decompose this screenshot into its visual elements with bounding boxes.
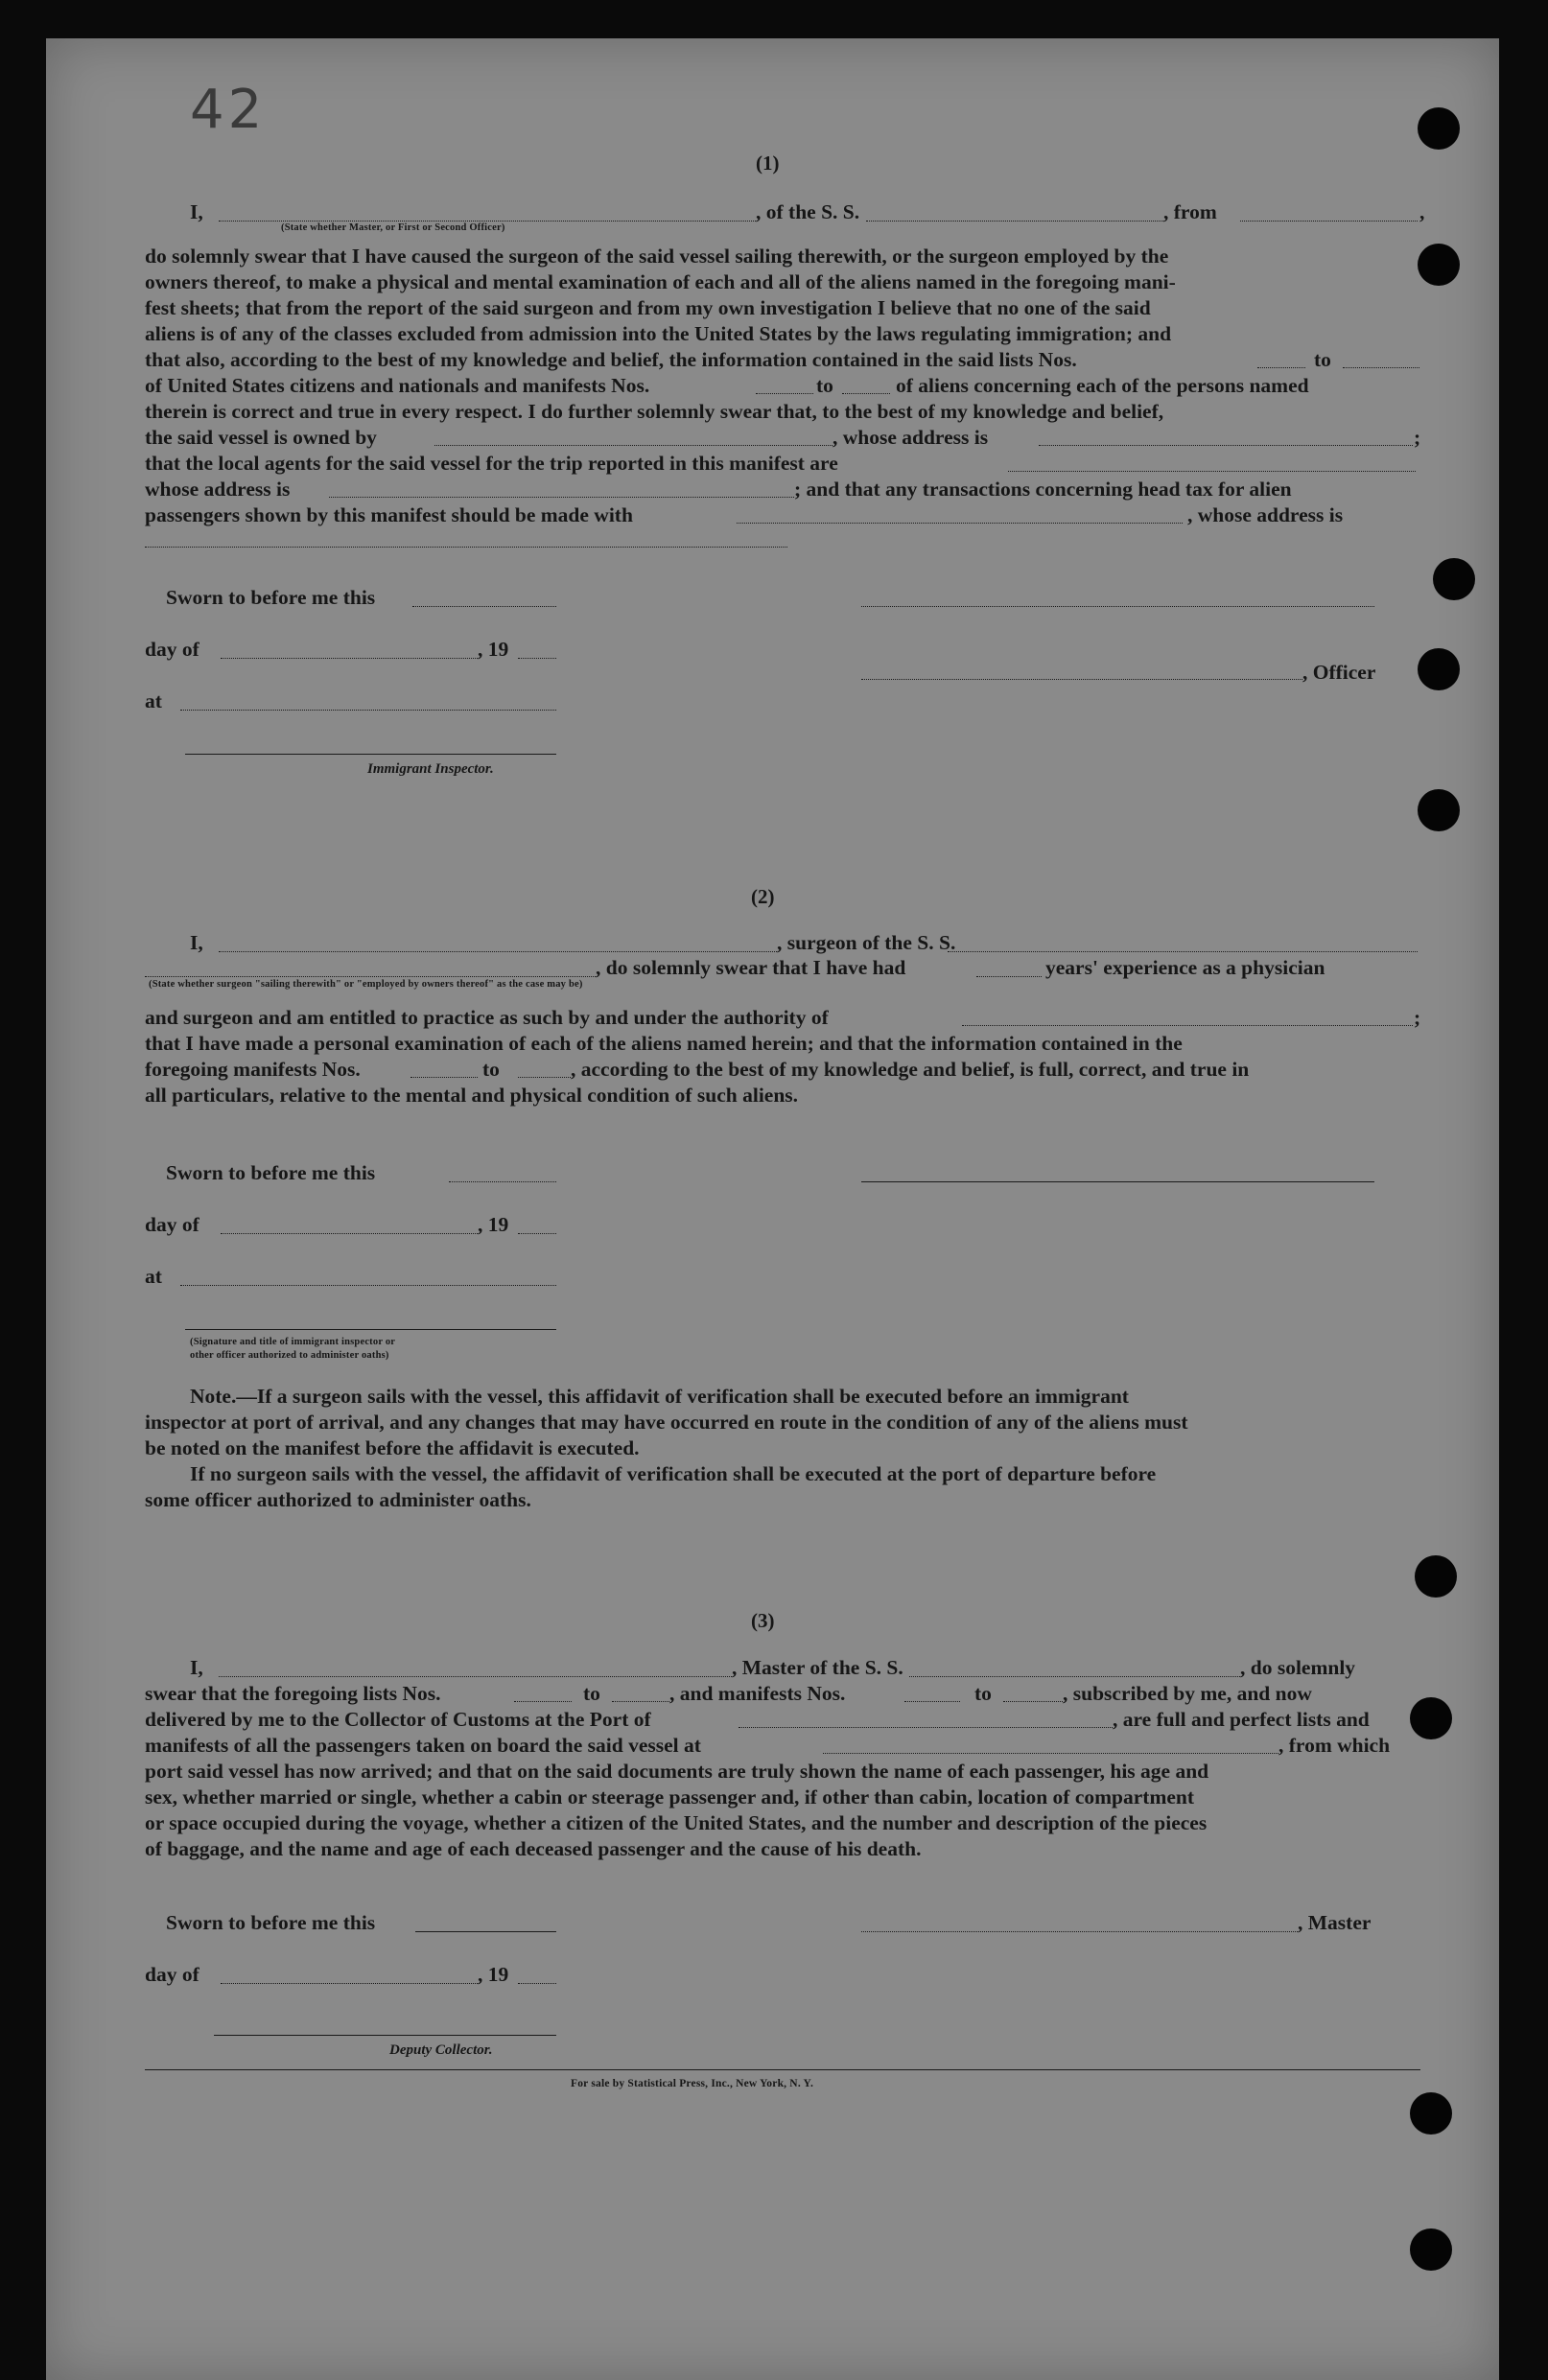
form-page	[46, 38, 1499, 2380]
s3-swear-lists: swear that the foregoing lists Nos.	[145, 1682, 441, 1705]
s2-vessel-blank[interactable]	[948, 951, 1418, 952]
section-1-number: (1)	[756, 152, 780, 175]
s2-at: at	[145, 1265, 162, 1288]
punch-hole	[1410, 2092, 1452, 2135]
s1-year-blank[interactable]	[518, 658, 556, 659]
s1-lists-from-blank[interactable]	[1257, 367, 1305, 368]
s2-note-line-3: be noted on the manifest before the affidavit is executed.	[145, 1436, 640, 1459]
s3-lists-from-blank[interactable]	[514, 1701, 572, 1702]
s1-owner-address-blank[interactable]	[1039, 445, 1413, 446]
s1-sworn: Sworn to before me this	[166, 586, 376, 609]
s3-deputy: Deputy Collector.	[389, 2042, 493, 2058]
s1-whose-address: , whose address is	[833, 426, 989, 449]
s2-day-blank[interactable]	[221, 1233, 478, 1234]
s2-signature-note-1: (Signature and title of immigrant inspector or	[190, 1337, 396, 1347]
s2-year-blank[interactable]	[518, 1233, 556, 1234]
s2-signature-line[interactable]	[861, 1181, 1374, 1182]
s1-line-nos: that also, according to the best of my knowledge and belief, the information contained in the said lists Nos.	[145, 348, 1077, 371]
s1-inspector-line	[185, 754, 556, 755]
s3-master-blank[interactable]	[219, 1676, 732, 1677]
s1-inspector: Immigrant Inspector.	[367, 761, 494, 777]
s2-authority-blank[interactable]	[962, 1025, 1413, 1026]
s3-manifests-from-blank[interactable]	[904, 1701, 960, 1702]
s1-passengers-address-blank[interactable]	[145, 547, 787, 548]
section-3-number: (3)	[751, 1609, 775, 1632]
s1-nineteen: , 19	[478, 638, 509, 661]
s1-day-of: day of	[145, 638, 199, 661]
s3-signature-blank[interactable]	[861, 1931, 1298, 1932]
s2-note-text-1: —If a surgeon sails with the vessel, this affidavit of verification shall be executed before an immigrant	[236, 1385, 1129, 1408]
s2-years: years' experience as a physician	[1045, 956, 1325, 979]
footer-printer: For sale by Statistical Press, Inc., New York, N. Y.	[571, 2078, 814, 2089]
punch-hole	[1418, 244, 1460, 286]
s2-manifests-from-blank[interactable]	[410, 1077, 478, 1078]
s2-years-blank[interactable]	[976, 976, 1042, 977]
s2-manifests-to-blank[interactable]	[518, 1077, 571, 1078]
s2-line-exam: that I have made a personal examination of each of the aliens named herein; and that the information contained in the	[145, 1032, 1183, 1055]
punch-hole	[1418, 648, 1460, 690]
punch-hole	[1433, 558, 1475, 600]
s2-signature-note-2: other officer authorized to administer oaths)	[190, 1350, 389, 1361]
s3-master-of: , Master of the S. S.	[732, 1656, 903, 1679]
s1-signature-blank[interactable]	[861, 606, 1374, 607]
s2-sworn: Sworn to before me this	[166, 1161, 376, 1184]
s1-owner-blank[interactable]	[434, 445, 833, 446]
page-number: 42	[190, 79, 267, 141]
s3-line-2: sex, whether married or single, whether a cabin or steerage passenger and, if other than cabin, location of compartment	[145, 1785, 1195, 1808]
s3-vessel-at-blank[interactable]	[823, 1753, 1278, 1754]
s1-sworn-blank[interactable]	[412, 606, 556, 607]
punch-hole	[1410, 2228, 1452, 2271]
s1-head-tax: ; and that any transactions concerning head tax for alien	[794, 478, 1292, 501]
s2-semicolon: ;	[1414, 1006, 1421, 1029]
s2-state-note: (State whether surgeon "sailing therewith" or "employed by owners thereof" as the case may be)	[149, 979, 583, 990]
s2-note-line-2: inspector at port of arrival, and any changes that may have occurred en route in the condition of any of the aliens must	[145, 1411, 1188, 1434]
s1-whose-address-2: whose address is	[145, 478, 291, 501]
s2-authority: and surgeon and am entitled to practice as such by and under the authority of	[145, 1006, 829, 1029]
s3-year-blank[interactable]	[518, 1983, 556, 1984]
s3-manifests-of: manifests of all the passengers taken on board the said vessel at	[145, 1734, 701, 1757]
s2-day-of: day of	[145, 1213, 199, 1236]
s2-i: I,	[190, 931, 203, 954]
s1-line-manifests: of United States citizens and nationals and manifests Nos.	[145, 374, 650, 397]
s2-sworn-blank[interactable]	[449, 1181, 556, 1182]
s3-day-of: day of	[145, 1963, 199, 1986]
s1-whose-address-3: , whose address is	[1187, 503, 1344, 526]
s3-nineteen: , 19	[478, 1963, 509, 1986]
s2-to: to	[482, 1058, 500, 1081]
s3-sworn-blank[interactable]	[415, 1931, 556, 1932]
s1-i: I,	[190, 200, 203, 223]
s1-at: at	[145, 689, 162, 712]
s1-line-2: owners thereof, to make a physical and mental examination of each and all of the aliens named in the foregoing mani-	[145, 270, 1176, 293]
s1-line-manifests-b: of aliens concerning each of the persons named	[896, 374, 1309, 397]
s1-to: to	[1314, 348, 1331, 371]
s1-state-note: (State whether Master, or First or Second Officer)	[281, 222, 505, 233]
s1-agents-address-blank[interactable]	[329, 497, 794, 498]
s3-subscribed: , subscribed by me, and now	[1063, 1682, 1312, 1705]
s2-swear: , do solemnly swear that I have had	[596, 956, 906, 979]
footer-rule	[145, 2069, 1420, 2070]
s1-line-1: do solemnly swear that I have caused the surgeon of the said vessel sailing therewith, or the surgeon employed by the	[145, 245, 1169, 268]
s3-full-lists: , are full and perfect lists and	[1113, 1708, 1370, 1731]
s3-line-3: or space occupied during the voyage, whether a citizen of the United States, and the number and description of the pieces	[145, 1811, 1208, 1834]
s3-port-blank[interactable]	[739, 1727, 1113, 1728]
s1-of-ss: , of the S. S.	[756, 200, 860, 223]
s2-note-label: Note.	[190, 1385, 237, 1408]
s3-line-1: port said vessel has now arrived; and that on the said documents are truly shown the name of each passenger, his age and	[145, 1760, 1209, 1783]
s1-line-3: fest sheets; that from the report of the said surgeon and from my own investigation I believe that no one of the said	[145, 296, 1151, 319]
punch-hole	[1410, 1697, 1452, 1739]
s3-from-which: , from which	[1278, 1734, 1391, 1757]
s2-inspector-line	[185, 1329, 556, 1330]
s1-officer-blank-2[interactable]	[861, 679, 1302, 680]
s1-vessel-blank[interactable]	[866, 221, 1163, 222]
s2-according: , according to the best of my knowledge and belief, is full, correct, and true in	[571, 1058, 1250, 1081]
s2-at-blank[interactable]	[180, 1285, 556, 1286]
s3-vessel-blank[interactable]	[909, 1676, 1240, 1677]
s3-i: I,	[190, 1656, 203, 1679]
s1-manifests-from-blank[interactable]	[756, 393, 813, 394]
s3-delivered: delivered by me to the Collector of Customs at the Port of	[145, 1708, 651, 1731]
s2-note2-line-1: If no surgeon sails with the vessel, the affidavit of verification shall be executed at the port of departure before	[190, 1462, 1157, 1485]
s1-to-2: to	[816, 374, 833, 397]
s3-day-blank[interactable]	[221, 1983, 478, 1984]
s2-particulars: all particulars, relative to the mental and physical condition of such aliens.	[145, 1084, 799, 1107]
s1-semicolon: ;	[1414, 426, 1421, 449]
s3-line-4: of baggage, and the name and age of each deceased passenger and the cause of his death.	[145, 1837, 922, 1860]
s3-manifests-to-blank[interactable]	[1003, 1701, 1063, 1702]
s3-master: , Master	[1298, 1911, 1372, 1934]
s1-from-blank[interactable]	[1240, 221, 1418, 222]
s1-line-correct: therein is correct and true in every respect. I do further solemnly swear that, to the best of my knowledge and belief,	[145, 400, 1164, 423]
s3-sworn: Sworn to before me this	[166, 1911, 376, 1934]
s3-and-manifests: , and manifests Nos.	[669, 1682, 846, 1705]
s1-agents-blank[interactable]	[1008, 471, 1416, 472]
s1-day-blank[interactable]	[221, 658, 478, 659]
section-2-number: (2)	[751, 885, 775, 908]
s3-to-2: to	[974, 1682, 992, 1705]
s1-comma: ,	[1419, 200, 1425, 223]
punch-hole	[1418, 789, 1460, 831]
punch-hole	[1418, 107, 1460, 150]
s2-foregoing: foregoing manifests Nos.	[145, 1058, 361, 1081]
s1-at-blank[interactable]	[180, 710, 556, 711]
s1-manifests-to-blank[interactable]	[842, 393, 890, 394]
s1-local-agents: that the local agents for the said vessel for the trip reported in this manifest are	[145, 452, 838, 475]
s2-surgeon-blank[interactable]	[219, 951, 777, 952]
s1-owned-by: the said vessel is owned by	[145, 426, 377, 449]
s2-type-blank[interactable]	[145, 976, 596, 977]
s3-do-solemnly: , do solemnly	[1240, 1656, 1356, 1679]
s1-line-4: aliens is of any of the classes excluded from admission into the United States by the laws regulating immigration; and	[145, 322, 1172, 345]
s2-nineteen: , 19	[478, 1213, 509, 1236]
s2-note2-line-2: some officer authorized to administer oaths.	[145, 1488, 531, 1511]
punch-hole	[1415, 1555, 1457, 1598]
s3-deputy-line[interactable]	[214, 2035, 556, 2036]
s1-officer-blank[interactable]	[219, 221, 756, 222]
s3-lists-to-blank[interactable]	[612, 1701, 669, 1702]
s1-lists-to-blank[interactable]	[1343, 367, 1419, 368]
s3-to: to	[583, 1682, 600, 1705]
s1-officer: , Officer	[1302, 661, 1376, 684]
s1-from: , from	[1163, 200, 1217, 223]
s1-passengers-blank[interactable]	[737, 523, 1183, 524]
s2-surgeon-of: , surgeon of the S. S.	[777, 931, 956, 954]
s1-passengers: passengers shown by this manifest should be made with	[145, 503, 633, 526]
s2-note-line-1	[190, 1384, 1129, 1410]
